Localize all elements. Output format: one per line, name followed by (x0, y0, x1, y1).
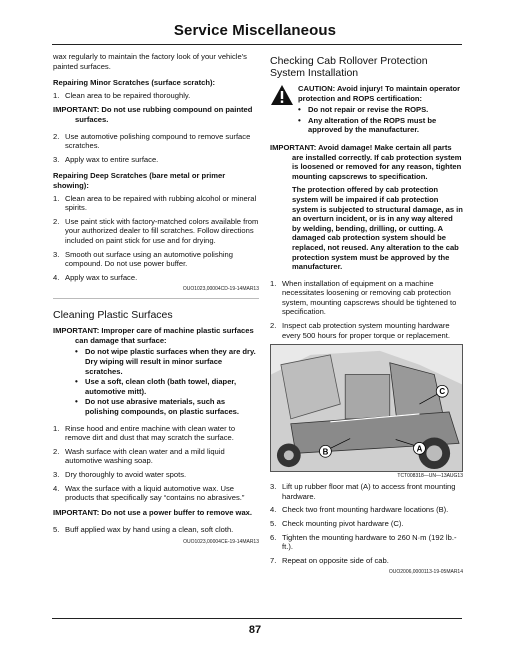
right-column (270, 52, 463, 581)
minor-steps-list (53, 91, 259, 101)
list-item: 2. Use paint stick with factory-matched colors available from your authorized dealer to fill scratches. Follow directions included on paint stick for use and for drying. (53, 216, 259, 245)
document-code: OUO2006,0000113-19-05MAR14 (388, 569, 463, 576)
caution-text: CAUTION: Avoid injury! To maintain operator protection and ROPS certification: (298, 84, 461, 103)
important-note: IMPORTANT: Improper care of machine plastic surfaces can damage that surface: (53, 326, 254, 345)
list-item: 6. Tighten the mounting hardware to 260 N·m (192 lb.-ft.). (270, 532, 457, 552)
rops-steps-list (270, 279, 463, 341)
plastic-steps-list (53, 424, 259, 503)
important-note: IMPORTANT: Avoid damage! Make certain all parts are installed correctly. If cab protection system is loosened or removed for any reason, tighten mounting capscrews to specification. (270, 142, 462, 181)
callout-c: C (439, 387, 446, 397)
intro-text: wax regularly to maintain the factory look of your vehicle's painted surfaces. (53, 52, 247, 71)
minor-steps-list-2 (53, 132, 259, 165)
list-item: 1. Clean area to be repaired with rubbing alcohol or mineral spirits. (53, 193, 257, 213)
list-item: 7. Repeat on opposite side of cab. (270, 555, 389, 565)
important-note: IMPORTANT: Do not use a power buffer to remove wax. (53, 507, 253, 517)
section-title: Cleaning Plastic Surfaces (53, 309, 173, 322)
header-rule (52, 44, 462, 45)
callout-b: B (322, 447, 329, 457)
section-divider (53, 298, 259, 299)
list-item: 4. Check two front mounting hardware locations (B). (270, 505, 449, 515)
list-item: 3. Apply wax to entire surface. (53, 154, 159, 164)
list-item: • Use a soft, clean cloth (bath towel, diaper, automotive mitt). (75, 377, 259, 396)
caution-box (270, 84, 463, 135)
callout-a: A (416, 444, 423, 454)
list-item: 3. Dry thoroughly to avoid water spots. (53, 470, 187, 479)
page-number: 87 (248, 624, 262, 636)
list-item: • Do not use abrasive materials, such as polishing compounds, on plastic surfaces. (75, 397, 259, 416)
list-item: • Any alteration of the ROPS must be approved by the manufacturer. (298, 116, 463, 135)
list-item: 3. Lift up rubber floor mat (A) to access front mounting hardware. (270, 482, 456, 501)
list-item: 5. Buff applied wax by hand using a clean, soft cloth. (53, 525, 234, 535)
warning-icon (270, 84, 294, 106)
rops-steps-list-2 (270, 482, 463, 565)
plastic-steps-list-2 (53, 525, 259, 535)
footer-rule (52, 618, 462, 619)
list-item: • Do not wipe plastic surfaces when they are dry. Dry wiping will result in minor surface scratches. (75, 347, 259, 376)
deep-steps-list (53, 194, 259, 283)
list-item: 4. Wax the surface with a liquid automotive wax. Use products that specifically say “contains no abrasives.” (53, 483, 245, 503)
deep-scratches-heading: Repairing Deep Scratches (bare metal or primer showing): (53, 171, 226, 190)
section-title: Checking Cab Rollover Protection System Installation (270, 55, 428, 79)
list-item: 1. Clean area to be repaired thoroughly. (53, 90, 191, 100)
plastic-bullets (75, 347, 259, 416)
list-item: 1. When installation of equipment on a machine necessitates loosening or removing cab protection system, mounting capscrews should be tightened to specification. (270, 278, 457, 317)
list-item: 3. Smooth out surface using an automotive polishing compound. Do not use power buffer. (53, 249, 234, 269)
list-item: 2. Wash surface with clean water and a mild liquid automotive washing soap. (53, 446, 225, 466)
figure-code: TCT008318—UN—13AUG13 (397, 473, 463, 480)
minor-scratches-heading: Repairing Minor Scratches (surface scratch): (53, 78, 216, 88)
important-note: IMPORTANT: Do not use rubbing compound on painted surfaces. (53, 105, 253, 124)
caution-bullets (298, 105, 463, 135)
important-note-detail: The protection offered by cab protection system will be impaired if cab protection system is subjected to structural damage, as in an overturn incident, or is in any way altered by welding, bending, drilling, or cutting. A damaged cab protection system should be replaced, not reused. Any alteration to the cab protection system must be approved by the manufacturer. (292, 185, 463, 272)
list-item: 2. Inspect cab protection system mounting hardware every 500 hours for proper torque or replacement. (270, 321, 450, 340)
list-item: 1. Rinse hood and entire machine with clean water to remove dirt and dust that may scratch the surface. (53, 423, 236, 443)
document-code: OUO1023,00004CE-19-14MAR13 (183, 538, 259, 545)
document-code: OUO1023,00004CD-19-14MAR13 (182, 286, 259, 293)
page-title: Service Miscellaneous (173, 22, 337, 39)
left-column (53, 52, 259, 551)
list-item: 2. Use automotive polishing compound to remove surface scratches. (53, 131, 251, 151)
list-item: 5. Check mounting pivot hardware (C). (270, 519, 404, 529)
list-item: • Do not repair or revise the ROPS. (298, 105, 463, 115)
list-item: 4. Apply wax to surface. (53, 272, 138, 282)
cab-mounting-illustration (270, 344, 463, 472)
